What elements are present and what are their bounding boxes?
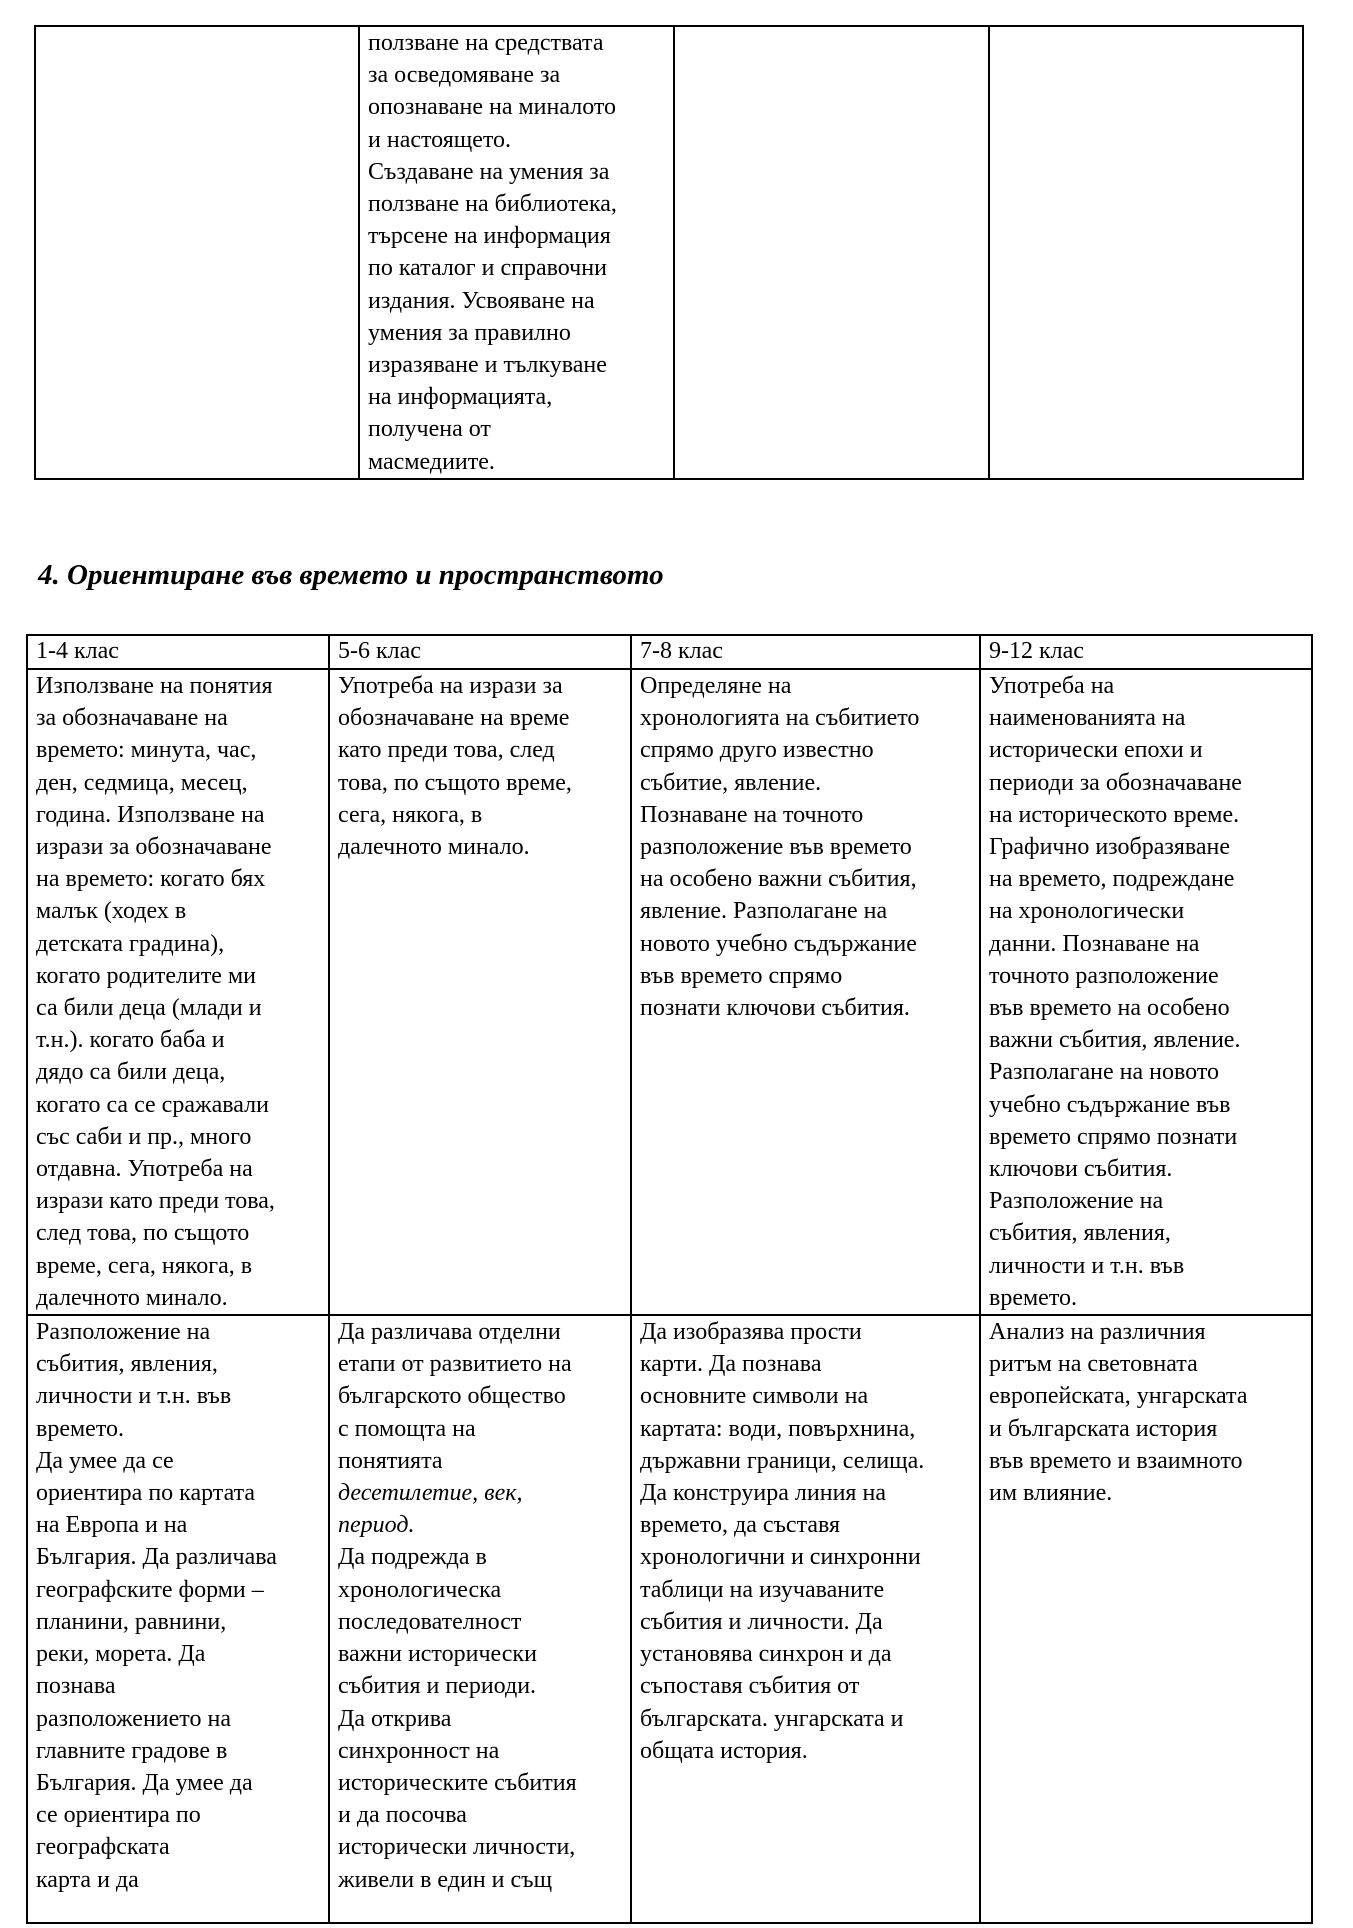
cell-text-line: събития, явления, bbox=[36, 1351, 218, 1378]
top-cell-empty-1 bbox=[35, 26, 359, 479]
cell-grade-9-12 bbox=[980, 669, 1312, 1315]
cell-text-line: във времето и взаимното bbox=[989, 1447, 1243, 1474]
cell-text-line: масмедиите. bbox=[368, 448, 495, 475]
cell-text-line: на хронологически bbox=[989, 898, 1185, 925]
cell-text-line: основните символи на bbox=[640, 1383, 869, 1410]
table-row bbox=[27, 669, 1312, 1315]
cell-text-line: след това, по същото bbox=[36, 1220, 250, 1247]
cell-grade-1-4 bbox=[27, 669, 329, 1315]
cell-text-line: времето: минута, час, bbox=[36, 737, 257, 764]
cell-text-line: година. Използване на bbox=[36, 801, 265, 828]
cell-text-line: сега, някога, в bbox=[338, 801, 483, 828]
cell-text-line: реки, морета. Да bbox=[36, 1641, 206, 1668]
cell-text-line: изрази за обозначаване bbox=[36, 834, 272, 861]
cell-text-line: Разполагане на новото bbox=[989, 1059, 1219, 1086]
cell-text-line: географската bbox=[36, 1834, 170, 1861]
cell-text-line: Познаване на точното bbox=[640, 801, 864, 828]
cell-text-line: търсене на информация bbox=[368, 223, 611, 250]
top-cell-empty-4 bbox=[989, 26, 1303, 479]
cell-text-line: изрази като преди това, bbox=[36, 1188, 275, 1215]
cell-text-line: Анализ на различния bbox=[989, 1319, 1206, 1346]
cell-text-line: с помощта на bbox=[338, 1415, 476, 1442]
cell-grade-7-8 bbox=[631, 669, 980, 1315]
cell-text-line: Определяне на bbox=[640, 673, 792, 699]
header-row bbox=[27, 635, 1312, 669]
cell-text-line: са били деца (млади и bbox=[36, 995, 262, 1022]
cell-grade-9-12 bbox=[980, 1315, 1312, 1923]
cell-text-line: на времето, подреждане bbox=[989, 866, 1235, 893]
cell-text-line: етапи от развитието на bbox=[338, 1351, 572, 1378]
cell-text-line: общата история. bbox=[640, 1737, 808, 1764]
cell-text-line: Да умее да се bbox=[36, 1447, 174, 1474]
cell-text-line: важни събития, явление. bbox=[989, 1027, 1241, 1054]
cell-text-line: за осведомяване за bbox=[368, 62, 561, 89]
top-cell-empty-3 bbox=[674, 26, 989, 479]
cell-text-line: във времето на особено bbox=[989, 995, 1230, 1022]
cell-text-line: личности и т.н. във bbox=[36, 1383, 232, 1410]
cell-text-line: исторически епохи и bbox=[989, 737, 1203, 764]
cell-text-line: карта и да bbox=[36, 1866, 139, 1893]
cell-text-line: Да конструира линия на bbox=[640, 1480, 886, 1507]
cell-text-line: държавни граници, селища. bbox=[640, 1447, 925, 1474]
cell-text-line: понятията bbox=[338, 1447, 443, 1474]
table-row bbox=[27, 1315, 1312, 1923]
cell-text-line: спрямо друго известно bbox=[640, 737, 874, 764]
cell-text-line: познати ключови събития. bbox=[640, 995, 910, 1022]
cell-text-line: изразяване и тълкуване bbox=[368, 352, 607, 379]
cell-grade-7-8 bbox=[631, 1315, 980, 1923]
cell-text-line: се ориентира по bbox=[36, 1802, 201, 1829]
cell-text-line: ритъм на световната bbox=[989, 1351, 1198, 1378]
cell-text-line: исторически личности, bbox=[338, 1834, 576, 1861]
cell-text-line: познава bbox=[36, 1673, 116, 1700]
cell-text-line: явление. Разполагане на bbox=[640, 898, 888, 925]
cell-text-line: далечното минало. bbox=[36, 1284, 228, 1311]
cell-text-line: получена от bbox=[368, 416, 491, 443]
cell-text-line: на информацията, bbox=[368, 384, 553, 411]
cell-text-line: българската. унгарската и bbox=[640, 1705, 904, 1732]
cell-text-line: историческите събития bbox=[338, 1769, 577, 1796]
cell-text-line: последователност bbox=[338, 1608, 522, 1635]
cell-text-line: Разположение на bbox=[36, 1319, 211, 1346]
cell-text-line: със саби и пр., много bbox=[36, 1123, 252, 1150]
cell-text-line: събития и периоди. bbox=[338, 1673, 537, 1700]
cell-text-line: събитие, явление. bbox=[640, 769, 822, 796]
cell-text-line: когато са се сражавали bbox=[36, 1091, 269, 1118]
cell-text-line: обозначаване на време bbox=[338, 705, 570, 732]
cell-text-line: и българската история bbox=[989, 1415, 1218, 1442]
cell-text-line: събития, явления, bbox=[989, 1220, 1171, 1247]
cell-text-line: когато родителите ми bbox=[36, 962, 256, 989]
cell-text-line: Използване на понятия bbox=[36, 673, 273, 699]
cell-text-line: времето спрямо познати bbox=[989, 1123, 1238, 1150]
cell-text-line: разположението на bbox=[36, 1705, 231, 1732]
header-grade-9-12: 9-12 клас bbox=[980, 635, 1312, 669]
cell-text-line: Да различава отделни bbox=[338, 1319, 561, 1346]
cell-text-line: десетилетие, век, bbox=[338, 1480, 523, 1507]
cell-text-line: опознаване на миналото bbox=[368, 94, 617, 121]
cell-text-line: като преди това, след bbox=[338, 737, 555, 764]
cell-text-line: на историческото време. bbox=[989, 801, 1240, 828]
header-grade-7-8: 7-8 клас bbox=[631, 635, 980, 669]
cell-text-line: Графично изобразяване bbox=[989, 834, 1231, 861]
cell-text-line: това, по същото време, bbox=[338, 769, 572, 796]
cell-text-line: наименованията на bbox=[989, 705, 1186, 732]
cell-text-line: хронологични и синхронни bbox=[640, 1544, 921, 1571]
cell-text-line: на времето: когато бях bbox=[36, 866, 266, 893]
cell-text-line: малък (ходех в bbox=[36, 898, 187, 925]
cell-text-line: съпоставя събития от bbox=[640, 1673, 860, 1700]
cell-text-line: карти. Да познава bbox=[640, 1351, 822, 1378]
cell-text-line: важни исторически bbox=[338, 1641, 537, 1668]
cell-text-line: хронологията на събитието bbox=[640, 705, 920, 732]
cell-text-line: далечното минало. bbox=[338, 834, 530, 861]
cell-text-line: таблици на изучаваните bbox=[640, 1576, 885, 1603]
grade-table bbox=[26, 634, 1313, 1924]
cell-text-line: точното разположение bbox=[989, 962, 1219, 989]
cell-text-line: на особено важни събития, bbox=[640, 866, 917, 893]
cell-text-line: България. Да умее да bbox=[36, 1769, 253, 1796]
cell-text-line: данни. Познаване на bbox=[989, 930, 1200, 957]
cell-text-line: Употреба на изрази за bbox=[338, 673, 563, 699]
cell-text-line: времето. bbox=[36, 1415, 124, 1442]
cell-text-line: детската градина), bbox=[36, 930, 225, 957]
cell-text-line: българското общество bbox=[338, 1383, 566, 1410]
cell-text-line: и настоящето. bbox=[368, 126, 512, 153]
cell-text-line: период. bbox=[338, 1512, 415, 1539]
cell-text-line: живели в един и същ bbox=[338, 1866, 553, 1893]
cell-text-line: ключови събития. bbox=[989, 1156, 1173, 1183]
cell-text-line: европейската, унгарската bbox=[989, 1383, 1248, 1410]
cell-text-line: времето. bbox=[989, 1284, 1077, 1311]
header-grade-1-4: 1-4 клас bbox=[27, 635, 329, 669]
cell-text-line: новото учебно съдържание bbox=[640, 930, 917, 957]
cell-text-line: България. Да различава bbox=[36, 1544, 277, 1571]
cell-text-line: дядо са били деца, bbox=[36, 1059, 226, 1086]
cell-text-line: личности и т.н. във bbox=[989, 1252, 1185, 1279]
cell-text-line: учебно съдържание във bbox=[989, 1091, 1231, 1118]
cell-text-line: време, сега, някога, в bbox=[36, 1252, 253, 1279]
cell-text-line: главните градове в bbox=[36, 1737, 228, 1764]
cell-text-line: им влияние. bbox=[989, 1480, 1113, 1507]
cell-text-line: Разположение на bbox=[989, 1188, 1164, 1215]
cell-text-line: времето, да съставя bbox=[640, 1512, 841, 1539]
cell-grade-5-6 bbox=[329, 669, 631, 1315]
cell-text-line: хронологическа bbox=[338, 1576, 502, 1603]
cell-text-line: Употреба на bbox=[989, 673, 1115, 699]
cell-text-line: на Европа и на bbox=[36, 1512, 188, 1539]
cell-text-line: картата: води, повърхнина, bbox=[640, 1415, 916, 1442]
cell-text-line: т.н.). когато баба и bbox=[36, 1027, 225, 1054]
cell-text-line: установява синхрон и да bbox=[640, 1641, 892, 1668]
cell-text-line: издания. Усвояване на bbox=[368, 287, 595, 314]
cell-text-line: планини, равнини, bbox=[36, 1608, 227, 1635]
table-row bbox=[35, 26, 1303, 479]
cell-text-line: и да посочва bbox=[338, 1802, 467, 1829]
cell-grade-1-4 bbox=[27, 1315, 329, 1923]
cell-text-line: по каталог и справочни bbox=[368, 255, 607, 282]
cell-text-line: синхронност на bbox=[338, 1737, 500, 1764]
cell-text-line: Да подрежда в bbox=[338, 1544, 487, 1571]
cell-text-line: ден, седмица, месец, bbox=[36, 769, 248, 796]
cell-text-line: периоди за обозначаване bbox=[989, 769, 1242, 796]
cell-text-line: отдавна. Употреба на bbox=[36, 1156, 253, 1183]
cell-text-line: ползване на библиотека, bbox=[368, 191, 617, 218]
cell-text-line: разположение във времето bbox=[640, 834, 912, 861]
cell-text-line: във времето спрямо bbox=[640, 962, 843, 989]
cell-text-line: ориентира по картата bbox=[36, 1480, 256, 1507]
cell-text-line: Да изобразява прости bbox=[640, 1319, 862, 1346]
cell-grade-5-6 bbox=[329, 1315, 631, 1923]
cell-text-line: ползване на средствата bbox=[368, 30, 604, 56]
top-table bbox=[34, 25, 1304, 480]
header-grade-5-6: 5-6 клас bbox=[329, 635, 631, 669]
cell-text-line: Да открива bbox=[338, 1705, 452, 1732]
cell-text-line: Създаване на умения за bbox=[368, 158, 610, 185]
cell-text-line: географските форми – bbox=[36, 1576, 264, 1603]
cell-text-line: за обозначаване на bbox=[36, 705, 228, 732]
top-cell-media-skills bbox=[359, 26, 674, 479]
cell-text-line: събития и личности. Да bbox=[640, 1608, 883, 1635]
cell-text-line: умения за правилно bbox=[368, 319, 571, 346]
section-heading: 4. Ориентиране във времето и пространството bbox=[38, 559, 664, 591]
